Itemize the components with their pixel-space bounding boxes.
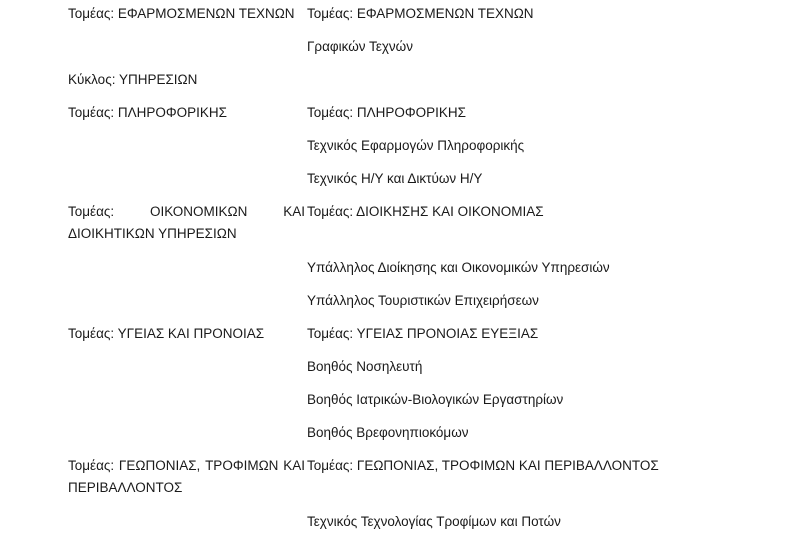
agriculture-word-1: Τομέας: [68,458,115,473]
agriculture-word-4: ΚΑΙ [283,458,305,473]
cycle-label-services: Κύκλος: ΥΠΗΡΕΣΙΩΝ [68,72,198,87]
sector-label-agriculture-left [68,457,305,497]
sector-label-applied-arts-right: Τομέας: ΕΦΑΡΜΟΣΜΕΝΩΝ ΤΕΧΝΩΝ [307,6,534,21]
specialty-graphic-arts: Γραφικών Τεχνών [307,39,413,54]
sector-label-informatics-right: Τομέας: ΠΛΗΡΟΦΟΡΙΚΗΣ [307,105,467,120]
economics-word-3: ΚΑΙ [283,204,305,219]
specialty-nursery-assistant: Βοηθός Βρεφονηπιοκόμων [307,425,469,440]
agriculture-continuation: ΠΕΡΙΒΑΛΛΟΝΤΟΣ [68,480,183,495]
sector-label-applied-arts-left: Τομέας: ΕΦΑΡΜΟΣΜΕΝΩΝ ΤΕΧΝΩΝ [68,6,295,21]
sector-label-health-left: Τομέας: ΥΓΕΙΑΣ ΚΑΙ ΠΡΟΝΟΙΑΣ [68,326,265,341]
sector-label-economics-left [68,203,305,243]
agriculture-word-3: ΤΡΟΦΙΜΩΝ [205,458,279,473]
specialty-food-technology: Τεχνικός Τεχνολογίας Τροφίμων και Ποτών [307,514,561,529]
sector-label-health-right: Τομέας: ΥΓΕΙΑΣ ΠΡΟΝΟΙΑΣ ΕΥΕΞΙΑΣ [307,326,539,341]
specialty-admin-economic-services: Υπάλληλος Διοίκησης και Οικονομικών Υπηρεσιών [307,260,610,275]
sector-label-administration-right: Τομέας: ΔΙΟΙΚΗΣΗΣ ΚΑΙ ΟΙΚΟΝΟΜΙΑΣ [307,204,544,219]
specialty-tourism-business: Υπάλληλος Τουριστικών Επιχειρήσεων [307,293,539,308]
specialty-lab-assistant: Βοηθός Ιατρικών-Βιολογικών Εργαστηρίων [307,392,564,407]
specialty-computers-networks: Τεχνικός Η/Υ και Δικτύων Η/Υ [307,171,483,186]
specialty-nurse-assistant: Βοηθός Νοσηλευτή [307,359,423,374]
agriculture-word-2: ΓΕΩΠΟΝΙΑΣ, [118,458,201,473]
economics-continuation: ΔΙΟΙΚΗΤΙΚΩΝ ΥΠΗΡΕΣΙΩΝ [68,226,237,241]
economics-word-1: Τομέας: [68,204,115,219]
economics-word-2: ΟΙΚΟΝΟΜΙΚΩΝ [149,204,248,219]
sector-label-agriculture-right: Τομέας: ΓΕΩΠΟΝΙΑΣ, ΤΡΟΦΙΜΩΝ ΚΑΙ ΠΕΡΙΒΑΛΛΟΝΤΟΣ [307,458,659,473]
sector-label-informatics-left: Τομέας: ΠΛΗΡΟΦΟΡΙΚΗΣ [68,105,228,120]
specialty-informatics-applications: Τεχνικός Εφαρμογών Πληροφορικής [307,138,525,153]
